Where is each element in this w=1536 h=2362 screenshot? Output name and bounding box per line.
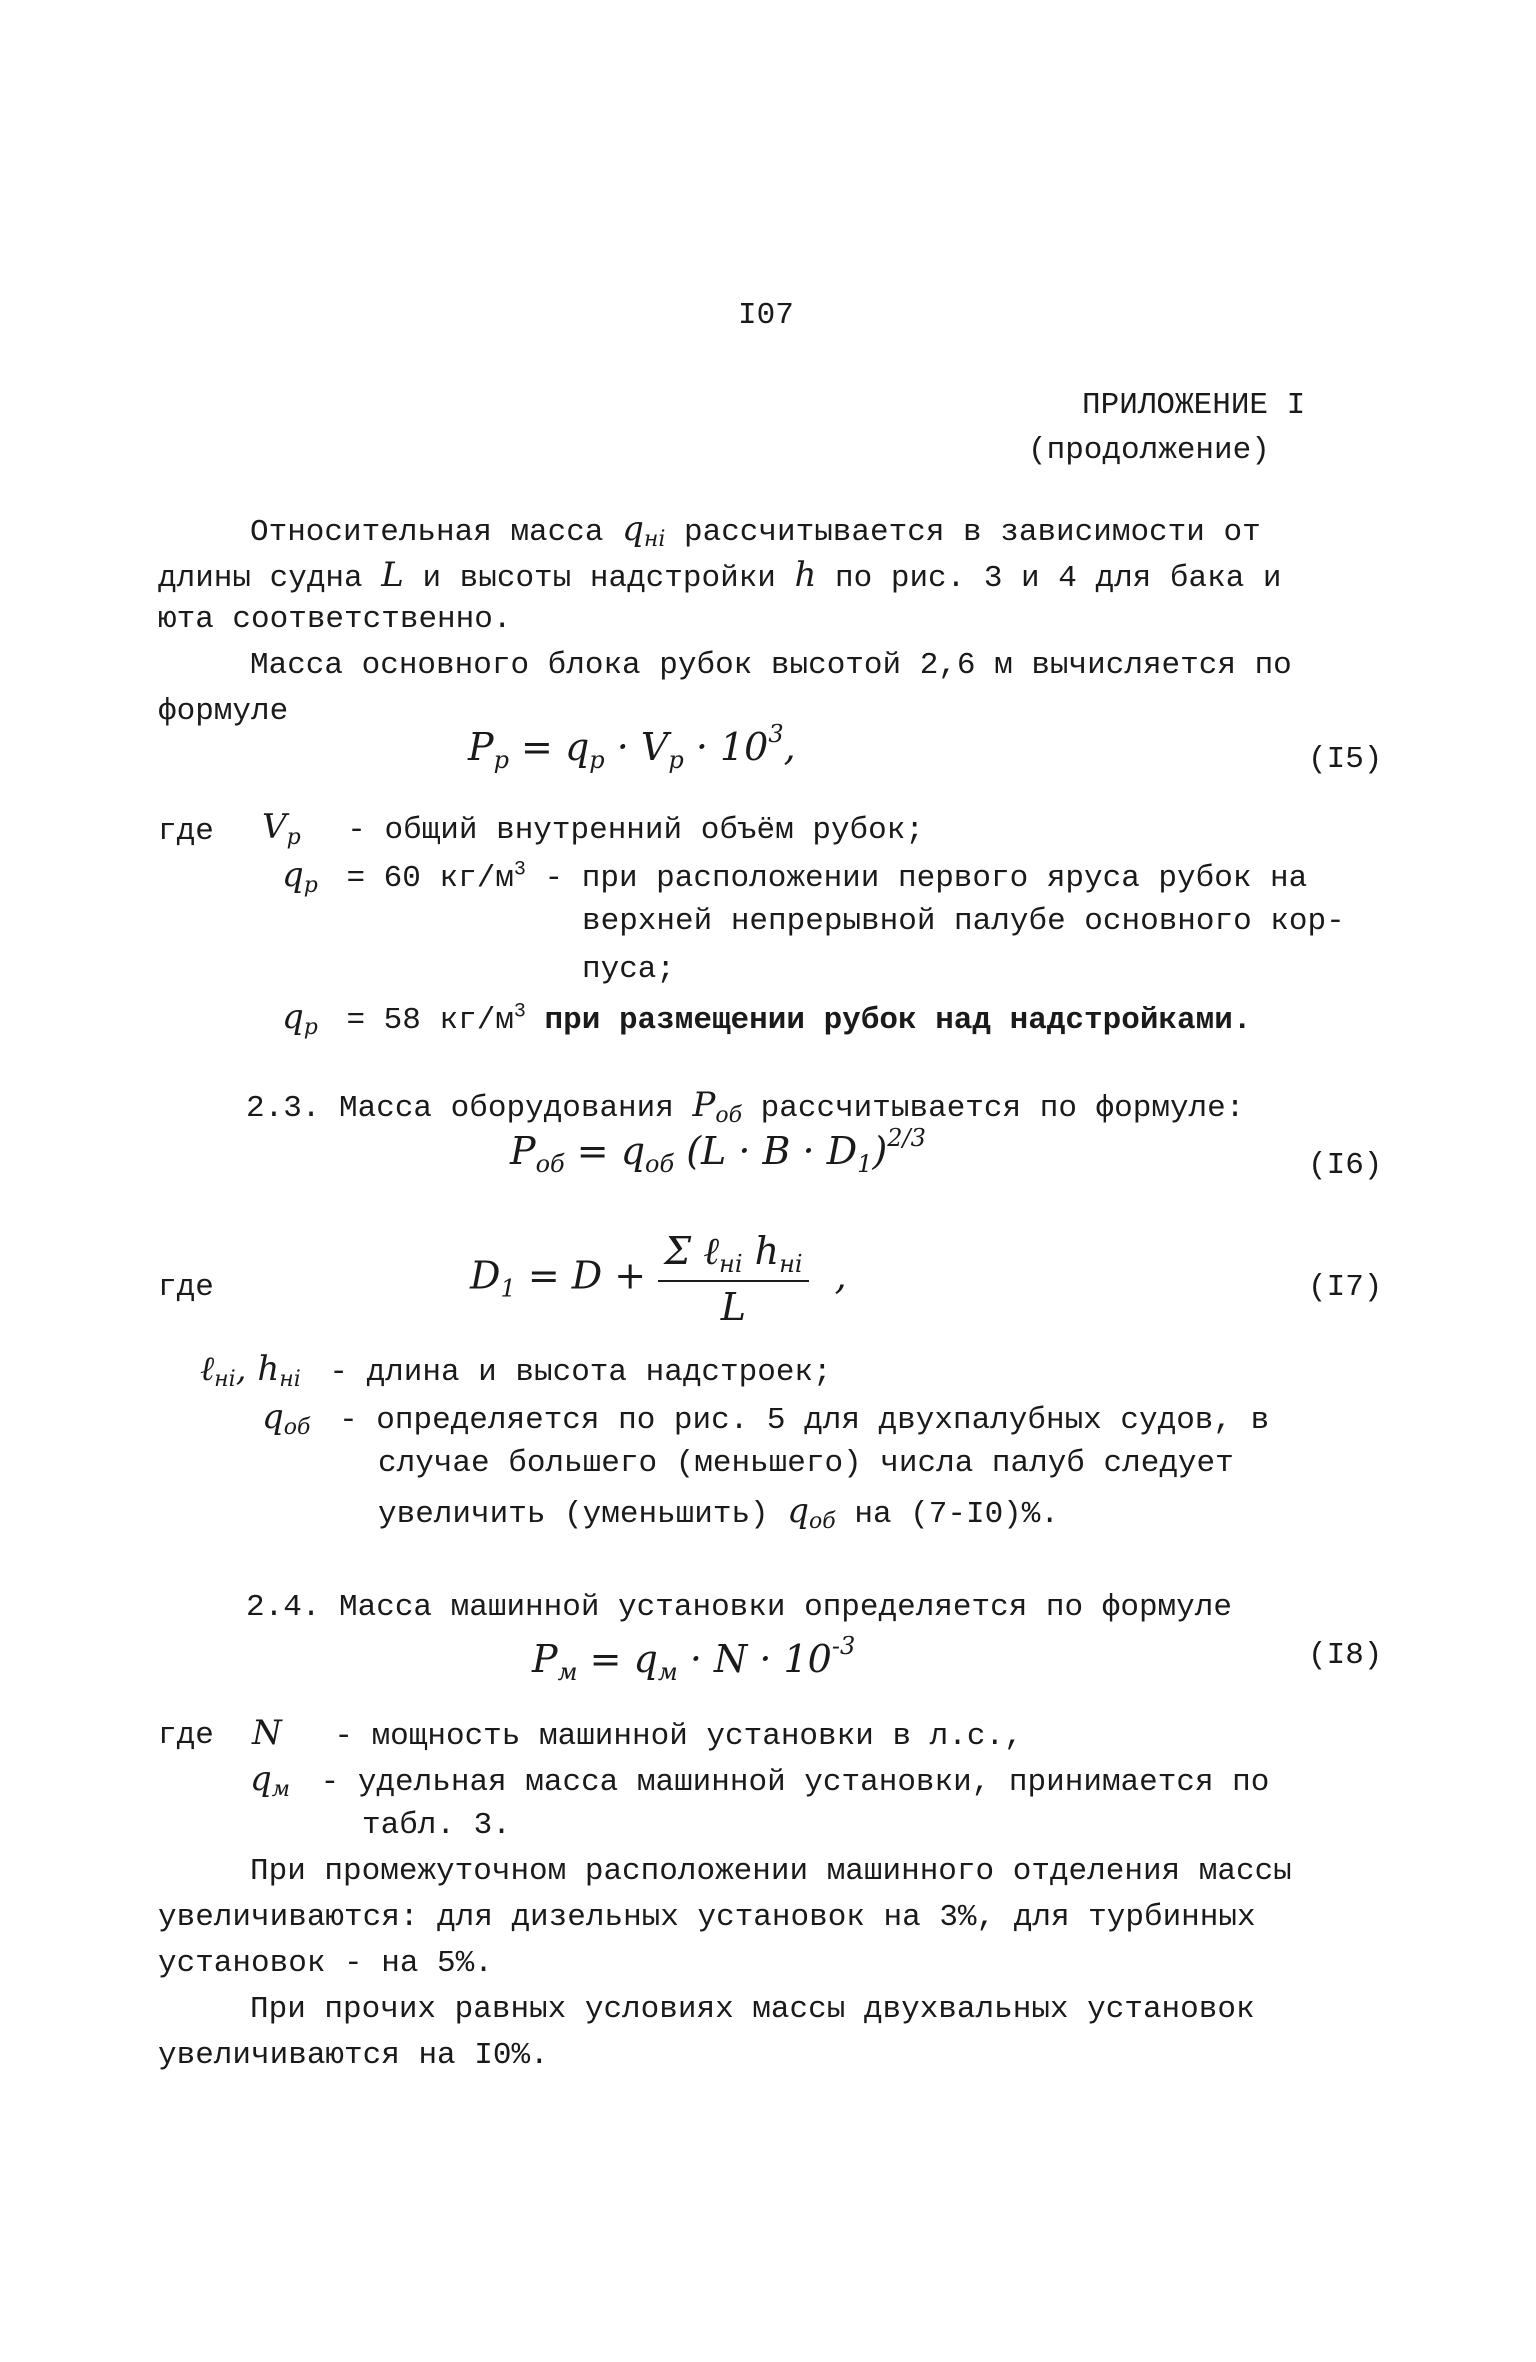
def-qob-line2: случае большего (меньшего) числа палуб следует: [378, 1446, 1234, 1481]
symbol-pob: $P_{об}$: [692, 1085, 743, 1128]
def-qp-60-line2: верхней непрерывной палубе основного кор-: [582, 904, 1345, 939]
equation-16: $P_{об} = q_{об}$ $(L \cdot B \cdot D_1)^{2/3}$: [510, 1124, 926, 1178]
equation-18: $P_м = q_м \cdot N \cdot 10^{-3}$: [532, 1632, 856, 1686]
def-qp-60-line3: пуса;: [582, 952, 676, 987]
def-qp-60: $q_р = 60$ $кг/м^3$ - при расположении первого яруса рубок на: [282, 855, 1308, 898]
appendix-title: ПРИЛОЖЕНИЕ I: [1082, 388, 1306, 423]
para1-line2: длины судна L и высоты надстройки h по рис. 3 и 4 для бака и: [158, 555, 1282, 596]
symbol-qm: $q_м$: [250, 1759, 291, 1802]
page-number: I07: [738, 298, 794, 333]
para4-line1: При прочих равных условиях массы двухвальных установок: [250, 1992, 1255, 2027]
def-qm: $q_м$ - удельная масса машинной установки, принимается по: [250, 1759, 1270, 1802]
para1-line3: юта соответственно.: [158, 602, 512, 637]
def-lh: ℓ$_{нi}$, $h_{нi}$ - длина и высота надстроек;: [200, 1349, 832, 1392]
symbol-n: N: [252, 1713, 282, 1753]
para1-line1: Относительная масса $q_{нi}$ рассчитывается в зависимости от: [250, 509, 1261, 552]
symbol-qob: $q_{об}$: [262, 1397, 311, 1440]
def-qp-58: $q_р = 58$ $кг/м^3$ при размещении рубок над надстройками.: [282, 997, 1252, 1040]
appendix-subtitle: (продолжение): [1028, 433, 1270, 468]
fraction-17: $\frac{\Sigma \ell_{нi} h_{нi}}{L}$: [658, 1232, 808, 1326]
equation-15: $P_р = q_р \cdot V_р \cdot 10^3$,: [468, 720, 796, 774]
def-vp: $V_р$ - общий внутренний объём рубок;: [262, 807, 924, 850]
def-qm-line2: табл. 3.: [362, 1808, 511, 1843]
para2-line1: Масса основного блока рубок высотой 2,6 м вычисляется по: [250, 648, 1292, 683]
equation-18-number: (I8): [1308, 1638, 1383, 1673]
where-label-17: где: [158, 1270, 214, 1305]
symbol-lh: ℓ$_{нi}$, $h_{нi}$: [200, 1349, 301, 1392]
where-label-15: где: [158, 814, 214, 849]
symbol-L: L: [381, 555, 404, 595]
def-n: N - мощность машинной установки в л.с.,: [252, 1713, 1023, 1754]
equation-17-number: (I7): [1308, 1270, 1383, 1305]
equation-17: $D_1 = D$ + $\frac{\Sigma \ell_{нi} h_{нi}}{L}$ ,: [470, 1229, 847, 1329]
para4-line2: увеличиваются на I0%.: [158, 2038, 549, 2073]
symbol-qp: $q_р$: [282, 997, 318, 1040]
symbol-h: h: [794, 555, 817, 595]
symbol-qob: $q_{об}$: [787, 1491, 836, 1534]
section-2-3-line1: 2.3. Масса оборудования $P_{об}$ рассчитывается по формуле:: [246, 1085, 1245, 1128]
symbol-qp: $q_р$: [282, 855, 318, 898]
def-qob-line3: увеличить (уменьшить) $q_{об}$ на (7-I0)%.: [378, 1491, 1059, 1534]
def-qob: $q_{об}$ - определяется по рис. 5 для двухпалубных судов, в: [262, 1397, 1270, 1440]
equation-15-number: (I5): [1308, 742, 1383, 777]
section-2-4-line1: 2.4. Масса машинной установки определяется по формуле: [246, 1590, 1232, 1625]
where-label-18: где: [158, 1718, 214, 1753]
para3-line2: увеличиваются: для дизельных установок на 3%, для турбинных: [158, 1900, 1256, 1935]
equation-16-number: (I6): [1308, 1148, 1383, 1183]
symbol-q-hi: $q_{нi}$: [622, 509, 666, 552]
para2-line2: формуле: [158, 694, 289, 729]
symbol-vp: $V_р$: [262, 807, 301, 850]
para3-line1: При промежуточном расположении машинного отделения массы: [250, 1854, 1292, 1889]
para3-line3: установок - на 5%.: [158, 1946, 493, 1981]
